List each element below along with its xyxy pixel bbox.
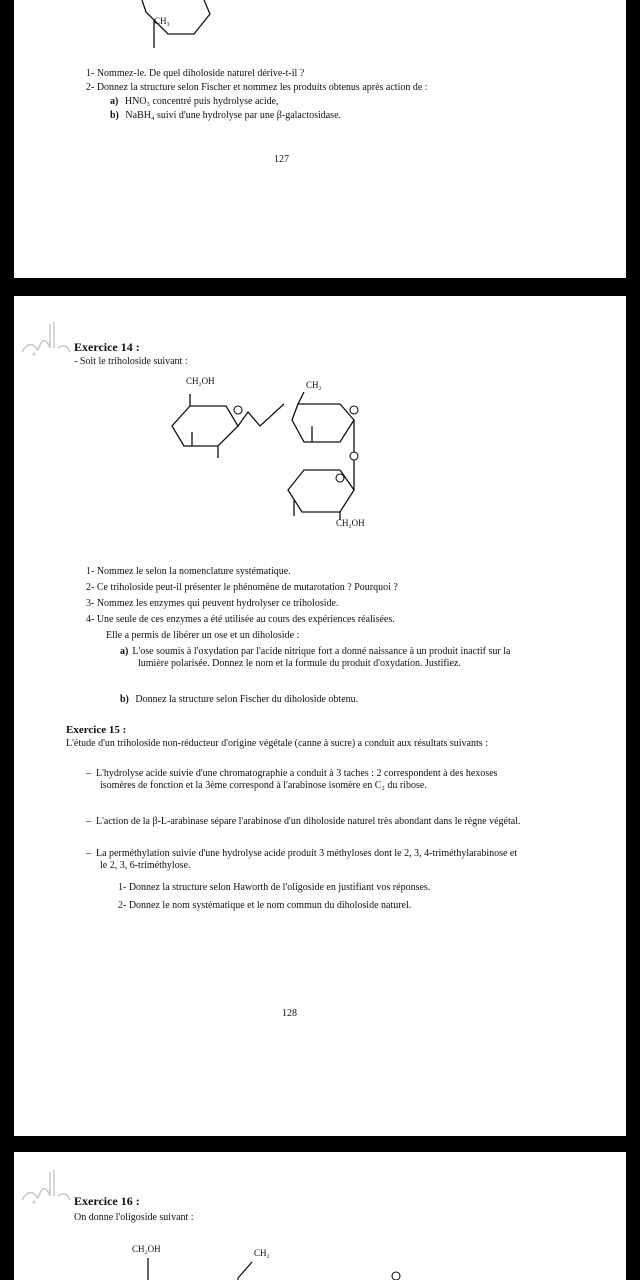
exercise-14-intro: - Soit le triholoside suivant : — [74, 356, 188, 367]
page-129 — [14, 1152, 626, 1280]
bullet-text: L'action de la β-L-arabinase sépare l'arabinose d'un diholoside naturel très abondant dans le règne végétal. — [96, 816, 521, 827]
exercise-16-intro: On donne l'oligoside suivant : — [74, 1212, 194, 1223]
question-2a — [110, 96, 279, 108]
question-2: 2- Donnez la structure selon Fischer et nommez les produits obtenus après action de : — [86, 82, 428, 93]
ex14-question-4b — [120, 694, 358, 706]
ex14-question-4a — [120, 646, 524, 670]
item-marker: a) — [120, 646, 129, 657]
ch2-label-top: CH₂ — [306, 380, 322, 390]
item-text: Donnez la structure selon Fischer du diholoside obtenu. — [135, 694, 359, 705]
ch2oh-label: CH₂OH — [132, 1244, 161, 1254]
bullet-dash: – — [86, 816, 96, 827]
bullet-text: L'hydrolyse acide suivie d'une chromatographie a conduit à 3 taches : 2 correspondent à des hexoses isomères de fonction et la 3ème correspond à l'arabinose isomère en C₂ du ribose. — [96, 768, 498, 791]
oligoside-structure-fragment — [134, 1256, 404, 1280]
ex15-bullet-1 — [86, 768, 526, 792]
item-text: L'ose soumis à l'oxydation par l'acide nitrique fort a donné naissance à un produit inactif sur la lumière polarisée. Donnez le nom et la formule du produit d'oxydation. Justifiez. — [132, 646, 511, 669]
ex14-question-4-sub: Elle a permis de libérer un ose et un diholoside : — [106, 630, 300, 641]
ex15-question-2: 2- Donnez le nom systématique et le nom commun du diholoside naturel. — [118, 900, 412, 911]
ch2oh-label-top: CH₂OH — [186, 376, 215, 386]
page-127 — [14, 0, 626, 278]
triholoside-structure — [164, 380, 384, 530]
bullet-dash: – — [86, 848, 96, 859]
question-2b — [110, 110, 341, 122]
page-128 — [14, 296, 626, 1136]
item-marker: b) — [110, 110, 119, 121]
page-number: 127 — [274, 154, 289, 165]
item-text: NaBH₄ suivi d'une hydrolyse par une β-galactosidase. — [125, 110, 342, 121]
ex15-bullet-2 — [86, 816, 526, 828]
ch2-label: CH₂ — [254, 1248, 270, 1258]
ex14-question-4: 4- Une seule de ces enzymes a été utilisée au cours des expériences réalisées. — [86, 614, 395, 625]
item-text: HNO₃ concentré puis hydrolyse acide, — [124, 96, 279, 107]
exercise-15-intro: L'étude d'un triholoside non-réducteur d'origine végétale (canne à sucre) a conduit aux résultats suivants : — [66, 738, 488, 749]
exercise-16-title: Exercice 16 : — [74, 1194, 140, 1208]
exercise-14-title: Exercice 14 : — [74, 340, 140, 354]
ch2oh-label-bottom: CH₂OH — [336, 518, 365, 528]
watermark-logo — [18, 318, 74, 360]
watermark-logo — [18, 1166, 74, 1208]
exercise-15-title: Exercice 15 : — [66, 724, 127, 736]
item-marker: b) — [120, 694, 129, 705]
ex14-question-2: 2- Ce triholoside peut-il présenter le phénomène de mutarotation ? Pourquoi ? — [86, 582, 398, 593]
question-1: 1- Nommez-le. De quel diholoside naturel dérive-t-il ? — [86, 68, 305, 79]
page-number: 128 — [282, 1008, 297, 1019]
ex15-bullet-3 — [86, 848, 526, 872]
item-marker: a) — [110, 96, 119, 107]
ring-structure-fragment — [134, 0, 234, 52]
ch3-label: CH₃ — [154, 16, 170, 26]
bullet-dash: – — [86, 768, 96, 779]
ex14-question-3: 3- Nommez les enzymes qui peuvent hydrolyser ce triholoside. — [86, 598, 339, 609]
ex14-question-1: 1- Nommez le selon la nomenclature systématique. — [86, 566, 291, 577]
bullet-text: La perméthylation suivie d'une hydrolyse acide produit 3 méthyloses dont le 2, 3, 4-triméthylarabinose et le 2, 3, 6-triméthylose. — [96, 848, 518, 871]
ex15-question-1: 1- Donnez la structure selon Haworth de l'oligoside en justifiant vos réponses. — [118, 882, 431, 893]
